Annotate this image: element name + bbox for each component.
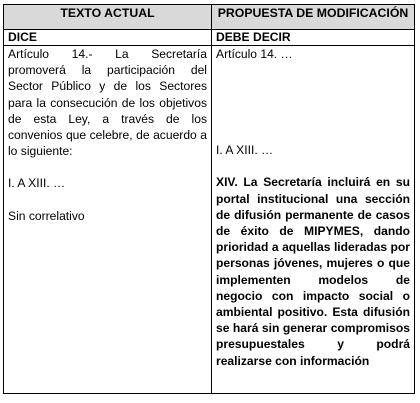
right-article-intro: Artículo 14. … bbox=[216, 47, 293, 61]
right-fractions: I. A XIII. … bbox=[216, 143, 274, 158]
right-new-fraction: XIV. La Secretaría incluirá en su portal institucional una sección de difusión permanente de casos de éxito de MIPYMES, dando prioridad a aquellas lideradas por personas jóvenes, mujeres o que implementen modelos de negocio con impacto social o ambiental positivo. Esta difusión se hará sin generar compromisos presupuestales y podrá realizarse con información bbox=[216, 175, 410, 368]
left-content-cell bbox=[4, 46, 212, 394]
header-row bbox=[4, 5, 415, 30]
subheader-row bbox=[4, 30, 415, 46]
subheader-dice: DICE bbox=[4, 30, 212, 46]
left-fractions: I. A XIII. … bbox=[8, 176, 66, 191]
header-proposed-change: PROPUESTA DE MODIFICACIÓN bbox=[212, 5, 415, 30]
left-article-intro: Artículo 14.- La Secretaría promoverá la participación del Sector Público y de los Sectores para la consecución de los objetivos de esta Ley, a través de los convenios que celebre, de acuerdo a lo siguiente: bbox=[8, 47, 207, 159]
content-row bbox=[4, 46, 415, 394]
comparison-table bbox=[3, 4, 415, 394]
subheader-debe-decir: DEBE DECIR bbox=[212, 30, 415, 46]
header-current-text: TEXTO ACTUAL bbox=[4, 5, 212, 30]
right-content-cell bbox=[212, 46, 415, 394]
left-no-correlative: Sin correlativo bbox=[8, 208, 85, 223]
